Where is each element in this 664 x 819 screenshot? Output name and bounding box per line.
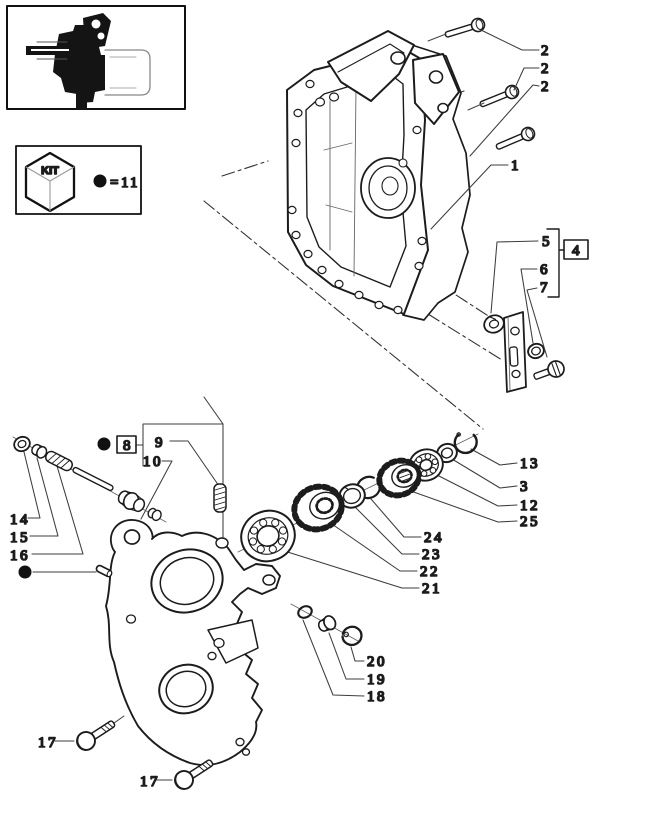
callout-21: 21 [422,581,442,597]
spring-16 [44,450,74,473]
callout-24: 24 [424,530,444,546]
leader-lines [13,30,547,780]
cover-plate [504,312,526,392]
callout-9: 9 [155,435,165,451]
callout-4: 4 [572,243,582,259]
callout-13: 13 [520,456,540,472]
bearing-21 [234,503,302,568]
callout-8: 8 [123,438,133,454]
callout-10: 10 [143,454,163,470]
kit-part-number: 11 [121,175,140,191]
shaft-coupler [116,488,148,515]
kit-legend [16,146,141,214]
callout-3: 3 [520,479,530,495]
kit-equals: = [110,175,121,191]
callout-2b: 2 [541,61,551,77]
mounting-bolt-2c [494,125,536,153]
slotted-bolt-7 [532,359,567,385]
control-shaft [72,467,114,492]
lock-washer-5 [482,313,507,336]
callout-20: 20 [367,654,387,670]
kit-dot-icon [94,175,107,188]
snap-ring-20 [340,625,363,647]
callout-25: 25 [520,514,540,530]
callout-2a: 2 [541,43,551,59]
gear-22 [288,480,347,536]
callout-7: 7 [540,280,550,296]
callout-6: 6 [540,262,550,278]
callout-18: 18 [367,689,387,705]
callout-5: 5 [542,234,552,250]
callout-14: 14 [10,512,30,528]
spring-9 [214,484,226,512]
mounting-bolt-2a [444,17,487,41]
callout-16: 16 [10,548,30,564]
callout-19: 19 [367,672,387,688]
kit-dot-marker-a [98,438,111,451]
washer-14 [12,434,32,453]
callout-23: 23 [422,547,442,563]
callout-15: 15 [10,530,30,546]
pin-11 [95,565,112,578]
shaft-end-cap [146,507,162,522]
callout-22: 22 [420,564,440,580]
callout-17b: 17 [140,774,160,790]
callout-12: 12 [520,498,540,514]
pto-housing [287,31,470,320]
callout-1: 1 [511,158,521,174]
kit-label: KIT [41,165,59,177]
callout-17a: 17 [38,735,58,751]
plug-19 [316,614,337,634]
kit-dot-marker-b [19,566,32,579]
overview-thumbnail[interactable] [7,6,185,110]
callout-2c: 2 [541,79,551,95]
cover-bolt-17a [74,715,119,753]
